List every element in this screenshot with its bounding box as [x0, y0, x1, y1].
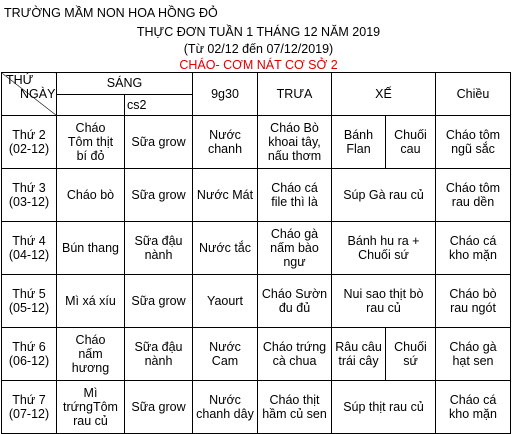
afternoon-snack-cell: Súp Gà rau củ [332, 169, 436, 222]
dinner-cell: Cháo cá kho mặn [436, 381, 511, 434]
dinner-cell: Cháo cá kho mặn [436, 222, 511, 275]
breakfast-milk-cell: Sữa grow [125, 169, 193, 222]
snack-930-cell: Nước chanh [193, 116, 258, 169]
snack-930-cell: Yaourt [193, 275, 258, 328]
campus-header: cs2 [125, 94, 193, 116]
lunch-header: TRƯA [258, 73, 332, 116]
breakfast-header: SÁNG [57, 73, 193, 95]
lunch-cell: Cháo Sườn đu đủ [258, 275, 332, 328]
dinner-cell: Cháo tôm rau dền [436, 169, 511, 222]
afternoon-snack-cell: Râu câu trái cây [332, 328, 386, 381]
snack-930-cell: Nước Cam [193, 328, 258, 381]
day-cell: Thứ 6 (06-12) [2, 328, 57, 381]
table-row [2, 328, 511, 381]
snack-930-cell: Nước chanh dây [193, 381, 258, 434]
day-header-cell [2, 73, 57, 116]
afternoon-snack-cell: Nui sao thịt bò rau củ [332, 275, 436, 328]
day-cell: Thứ 2 (02-12) [2, 116, 57, 169]
table-row [2, 116, 511, 169]
breakfast-milk-cell: Sữa đậu nành [125, 222, 193, 275]
afternoon-snack-cell: Bánh Flan [332, 116, 386, 169]
snack-930-cell: Nước Mát [193, 169, 258, 222]
day-cell: Thứ 5 (05-12) [2, 275, 57, 328]
lunch-cell: Cháo Bò khoai tây, nấu thơm [258, 116, 332, 169]
lunch-cell: Cháo gà nấm bào ngư [258, 222, 332, 275]
breakfast-cell: Mì xá xíu [57, 275, 125, 328]
day-cell: Thứ 4 (04-12) [2, 222, 57, 275]
table-row [2, 381, 511, 434]
breakfast-cell: Cháo Tôm thịt bí đỏ [57, 116, 125, 169]
afternoon-snack-cell: Bánh hu ra + Chuối sứ [332, 222, 436, 275]
date-range: (Từ 02/12 đến 07/12/2019) [183, 42, 334, 56]
menu-title: THỰC ĐƠN TUẦN 1 THÁNG 12 NĂM 2019 [136, 25, 381, 39]
date-header-label: NGÀY [20, 87, 56, 101]
snack-930-cell: Nước tắc [193, 222, 258, 275]
lunch-cell: Cháo trứng cà chua [258, 328, 332, 381]
breakfast-milk-cell: Sữa grow [125, 116, 193, 169]
day-cell: Thứ 7 (07-12) [2, 381, 57, 434]
dinner-cell: Cháo bò rau ngót [436, 275, 511, 328]
lunch-cell: Cháo cá file thì là [258, 169, 332, 222]
afternoon-fruit-cell: Chuối sứ [386, 328, 436, 381]
breakfast-cell: Cháo bò [57, 169, 125, 222]
breakfast-milk-cell: Sữa grow [125, 381, 193, 434]
breakfast-cell: Cháo nấm hương [57, 328, 125, 381]
dinner-header: Chiều [436, 73, 511, 116]
afternoon-snack-cell: Súp thịt rau củ [332, 381, 436, 434]
lunch-cell: Cháo thịt hầm củ sen [258, 381, 332, 434]
day-cell: Thứ 3 (03-12) [2, 169, 57, 222]
table-row [2, 222, 511, 275]
table-row [2, 275, 511, 328]
breakfast-milk-cell: Sữa grow [125, 275, 193, 328]
breakfast-cell: Mì trứngTôm rau củ [57, 381, 125, 434]
breakfast-milk-cell: Sữa đậu nành [125, 328, 193, 381]
dinner-cell: Cháo gà hạt sen [436, 328, 511, 381]
breakfast-sub-empty [57, 94, 125, 116]
snack-930-header: 9g30 [193, 73, 258, 116]
table-row [2, 169, 511, 222]
dinner-cell: Cháo tôm ngũ sắc [436, 116, 511, 169]
afternoon-snack-header: XẾ [332, 73, 436, 116]
menu-subtitle: CHÁO- CƠM NÁT CƠ SỞ 2 [179, 58, 338, 72]
breakfast-cell: Bún thang [57, 222, 125, 275]
afternoon-fruit-cell: Chuối cau [386, 116, 436, 169]
school-name: TRƯỜNG MẦM NON HOA HỒNG ĐỎ [4, 6, 218, 20]
day-header-label: THỨ [6, 73, 34, 87]
weekly-menu-table [1, 72, 511, 434]
